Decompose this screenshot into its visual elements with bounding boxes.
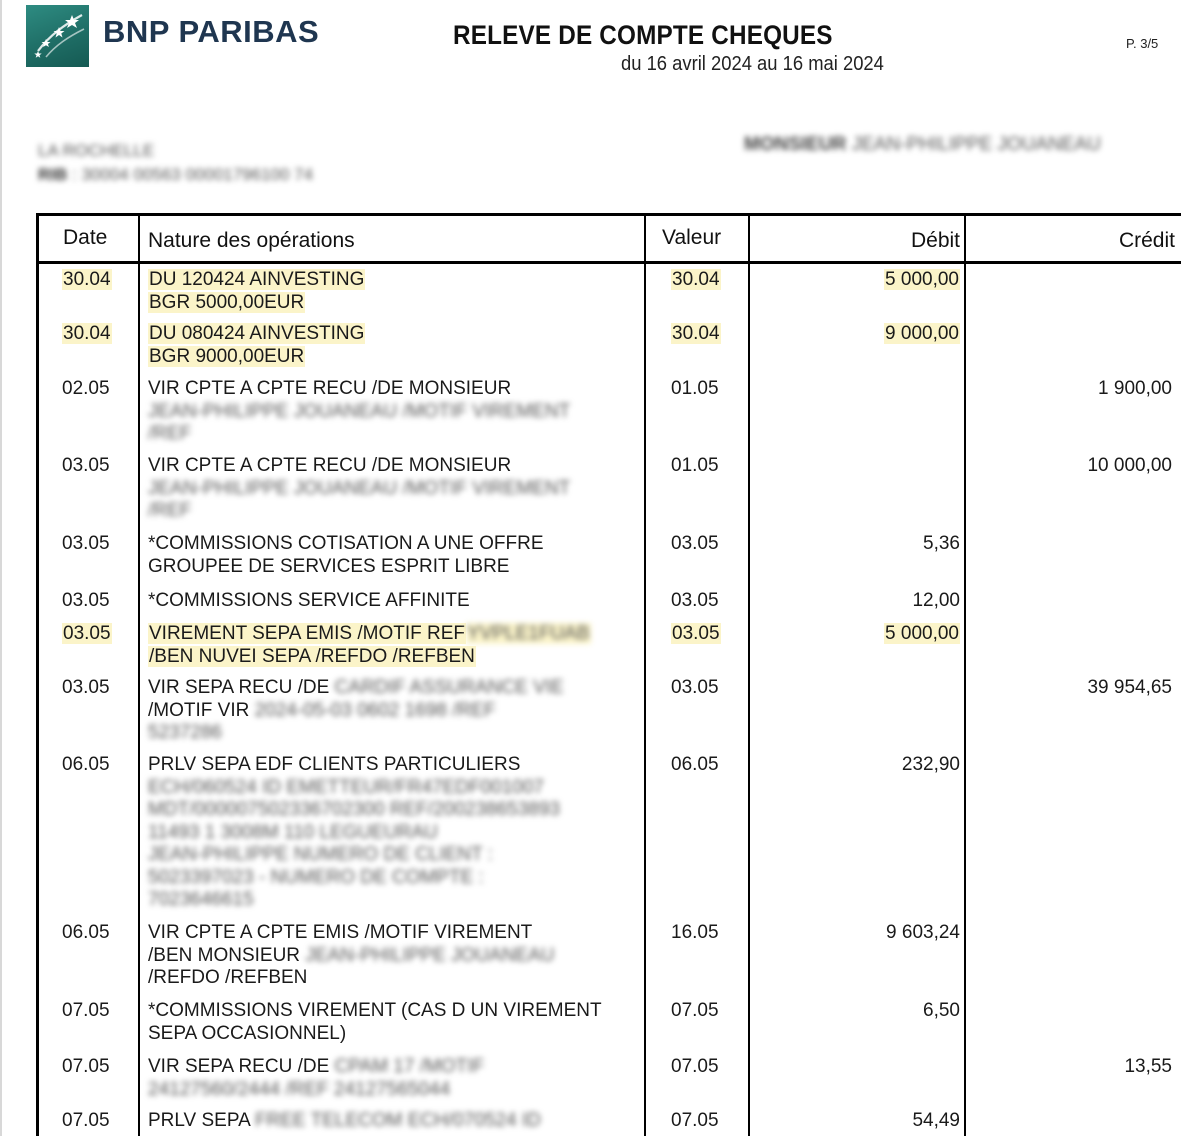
row-nature (148, 378, 570, 446)
row-nature-line: /REF (148, 423, 192, 444)
row-nature (148, 1056, 484, 1101)
page-number: P. 3/5 (1126, 36, 1159, 51)
row-nature-line: BGR 9000,00EUR (149, 345, 305, 367)
row-nature (148, 590, 470, 613)
row-valeur: 01.05 (671, 455, 719, 476)
header-debit: Débit (910, 229, 960, 252)
row-date: 06.05 (62, 754, 110, 775)
row-debit: 5 000,00 (885, 269, 959, 290)
row-nature-redacted: YVPLE1FUAB (467, 623, 590, 644)
row-nature-line: DU 080424 AINVESTING (149, 323, 365, 344)
row-nature-line: GROUPEE DE SERVICES ESPRIT LIBRE (148, 555, 510, 577)
column-divider (964, 213, 966, 1136)
row-valeur: 07.05 (671, 1000, 719, 1021)
row-date: 02.05 (62, 378, 110, 399)
row-nature-line: 5237286 (148, 722, 222, 743)
header-date: Date (63, 226, 108, 249)
stars-logo-icon (26, 5, 89, 67)
row-nature (148, 754, 560, 912)
row-valeur: 03.05 (672, 623, 720, 644)
row-nature-line: PRLV SEPA (148, 1110, 250, 1131)
row-nature-line: JEAN-PHILIPPE NUMERO DE CLIENT : (148, 844, 493, 865)
row-nature (148, 323, 365, 368)
row-nature-line: 24127560/2444 /REF 24127565044 (148, 1078, 451, 1100)
row-nature-line: /REF (148, 500, 192, 521)
row-nature-line: *COMMISSIONS COTISATION A UNE OFFRE (148, 533, 544, 554)
row-nature-line: VIR SEPA RECU /DE (148, 677, 330, 698)
row-nature-line: /BEN MONSIEUR (148, 944, 301, 966)
row-valeur: 07.05 (671, 1110, 719, 1131)
row-nature (148, 677, 564, 745)
row-nature-line: SEPA OCCASIONNEL) (148, 1022, 347, 1044)
row-valeur: 07.05 (671, 1056, 719, 1077)
row-debit: 5 000,00 (885, 623, 959, 644)
row-debit: 5,36 (923, 533, 960, 554)
row-date: 03.05 (62, 533, 110, 554)
row-nature-line: BGR 5000,00EUR (149, 291, 305, 313)
row-debit: 232,90 (901, 754, 960, 775)
row-nature (148, 1000, 602, 1045)
row-debit: 9 603,24 (886, 922, 960, 943)
row-nature (148, 922, 554, 990)
rib-line (38, 165, 313, 185)
row-nature (148, 269, 365, 314)
row-debit: 12,00 (912, 590, 960, 611)
row-nature-line: JEAN-PHILIPPE JOUANEAU /MOTIF VIREMENT (148, 400, 571, 422)
row-credit: 13,55 (1124, 1056, 1172, 1077)
row-nature-line: DU 120424 AINVESTING (149, 269, 365, 290)
row-nature-line: VIR CPTE A CPTE RECU /DE MONSIEUR (148, 378, 512, 399)
agency-name: LA ROCHELLE (38, 141, 155, 160)
bank-name: BNP PARIBAS (103, 14, 320, 49)
row-nature-line: ECH/060524 ID EMETTEUR/FR47EDF001007 (148, 776, 544, 798)
row-valeur: 06.05 (671, 754, 719, 775)
holder-name: JEAN-PHILIPPE JOUANEAU (851, 134, 1101, 155)
row-nature-line: VIR SEPA RECU /DE (148, 1056, 330, 1077)
row-date: 03.05 (62, 677, 110, 698)
column-divider (644, 213, 646, 1136)
row-valeur: 03.05 (671, 677, 719, 698)
row-date: 03.05 (63, 623, 111, 644)
row-debit: 54,49 (912, 1110, 960, 1131)
row-credit: 10 000,00 (1087, 455, 1172, 476)
row-nature-redacted: CPAM 17 /MOTIF (334, 1056, 485, 1077)
row-debit: 9 000,00 (885, 323, 959, 344)
rib-value: : 30004 00563 00001796100 74 (72, 165, 314, 184)
row-nature-line: *COMMISSIONS SERVICE AFFINITE (148, 590, 470, 611)
rib-label: RIB (38, 165, 68, 184)
row-date: 30.04 (63, 323, 111, 344)
page-edge (0, 0, 2, 1136)
header-rule (36, 261, 1181, 264)
header-credit: Crédit (1118, 229, 1175, 252)
column-divider (138, 213, 140, 1136)
column-divider (748, 213, 750, 1136)
row-valeur: 30.04 (672, 269, 720, 290)
row-nature (148, 623, 591, 668)
statement-period: du 16 avril 2024 au 16 mai 2024 (621, 53, 884, 75)
row-nature-line: 7023646615 (148, 889, 254, 910)
row-nature-line: /REFDO /REFBEN (148, 967, 308, 988)
row-credit: 39 954,65 (1087, 677, 1172, 698)
header-nature: Nature des opérations (148, 229, 355, 252)
row-date: 03.05 (62, 455, 110, 476)
row-debit: 6,50 (923, 1000, 960, 1021)
row-date: 07.05 (62, 1000, 110, 1021)
row-nature (148, 1110, 541, 1133)
row-valeur: 01.05 (671, 378, 719, 399)
row-nature-redacted: FREE TELECOM ECH/070524 ID (255, 1110, 541, 1131)
row-nature-redacted: 2024-05-03 0602 1698 /REF (254, 699, 496, 721)
row-nature-line: /MOTIF VIR (148, 699, 250, 721)
row-nature-line: PRLV SEPA EDF CLIENTS PARTICULIERS (148, 754, 521, 775)
statement-title: RELEVE DE COMPTE CHEQUES (453, 20, 833, 50)
row-nature-line: VIREMENT SEPA EMIS /MOTIF REF (149, 623, 466, 644)
row-nature-line: VIR CPTE A CPTE EMIS /MOTIF VIREMENT (148, 922, 533, 943)
row-nature (148, 455, 570, 523)
holder-civility: MONSIEUR (744, 134, 847, 155)
row-credit: 1 900,00 (1098, 378, 1172, 399)
row-nature-line: MDT/000007502336702300 REF/200238653893 (148, 799, 560, 820)
row-date: 03.05 (62, 590, 110, 611)
account-holder (744, 134, 1101, 156)
row-valeur: 16.05 (671, 922, 719, 943)
row-valeur: 03.05 (671, 590, 719, 611)
row-nature-line: 5023397023 - NUMERO DE COMPTE : (148, 866, 484, 888)
row-nature-line: /BEN NUVEI SEPA /REFDO /REFBEN (149, 645, 475, 667)
row-nature-line: *COMMISSIONS VIREMENT (CAS D UN VIREMENT (148, 1000, 602, 1021)
row-date: 30.04 (63, 269, 111, 290)
row-nature-line: JEAN-PHILIPPE JOUANEAU /MOTIF VIREMENT (148, 477, 571, 499)
row-nature-redacted: JEAN-PHILIPPE JOUANEAU (305, 944, 555, 966)
row-nature-redacted: CARDIF ASSURANCE VIE (334, 677, 564, 698)
row-date: 06.05 (62, 922, 110, 943)
row-nature-line: 11493 1 3008M 110 LEGUEURAU (148, 821, 438, 843)
row-valeur: 03.05 (671, 533, 719, 554)
row-date: 07.05 (62, 1056, 110, 1077)
row-valeur: 30.04 (672, 323, 720, 344)
row-nature (148, 533, 544, 578)
row-date: 07.05 (62, 1110, 110, 1131)
header-valeur: Valeur (662, 226, 722, 249)
row-nature-line: VIR CPTE A CPTE RECU /DE MONSIEUR (148, 455, 512, 476)
